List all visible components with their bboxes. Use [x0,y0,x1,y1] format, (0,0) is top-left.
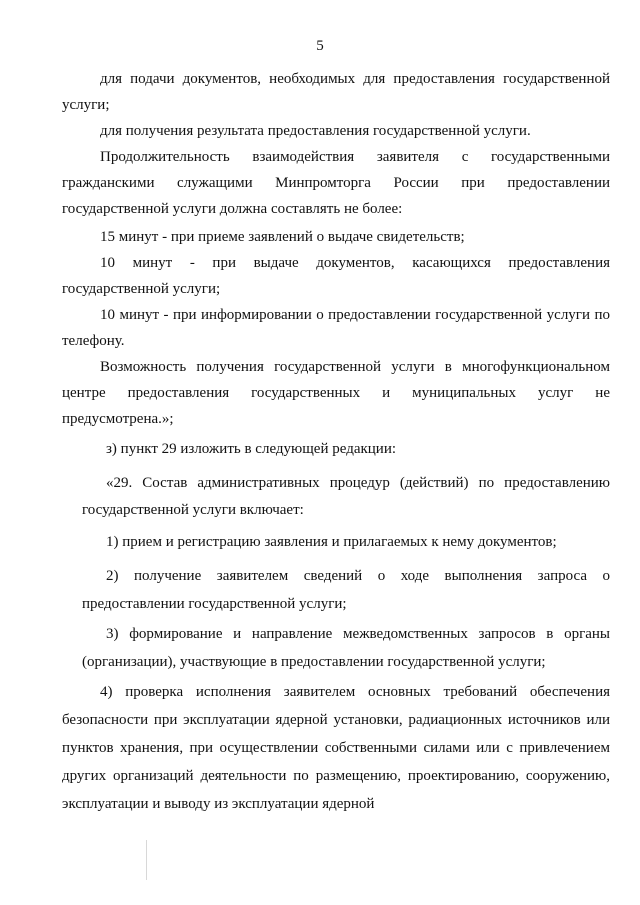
paragraph-duration: Продолжительность взаимодействия заявителя с государственными гражданскими служащими Минпромторга России при предоставлении государственной услуги должна составлять не более: [62,149,610,217]
paragraph-10-minutes-documents: 10 минут - при выдаче документов, касающихся предоставления государственной услуги; [62,255,610,297]
list-item-2: 2) получение заявителем сведений о ходе выполнения запроса о предоставлении государственной услуги; [82,568,610,612]
page-number: 5 [316,38,324,54]
paragraph-submission: для подачи документов, необходимых для предоставления государственной услуги; [62,71,610,113]
paragraph-10-minutes-phone: 10 минут - при информировании о предоставлении государственной услуги по телефону. [62,307,610,349]
paragraph-result: для получения результата предоставления государственной услуги. [100,123,531,139]
paragraph-item-29-amendment: з) пункт 29 изложить в следующей редакции: [106,441,397,457]
paragraph-mfc: Возможность получения государственной услуги в многофункциональном центре предоставления государственных и муниципальных услуг не предусмотрена.»; [62,359,610,427]
list-item-1: 1) прием и регистрацию заявления и прилагаемых к нему документов; [106,534,557,550]
paragraph-item-29-text: «29. Состав административных процедур (действий) по предоставлению государственной услуги включает: [82,475,610,518]
scan-mark [146,840,147,880]
paragraph-15-minutes: 15 минут - при приеме заявлений о выдаче свидетельств; [100,229,465,245]
list-item-4: 4) проверка исполнения заявителем основных требований обеспечения безопасности при эксплуатации ядерной установки, радиационных источников или пунктов хранения, при осуществлении собственными силами или с привлечением других организаций деятельности по размещению, проектированию, сооружению, эксплуатации и выводу из эксплуатации ядерной [62,684,610,812]
list-item-3: 3) формирование и направление межведомственных запросов в органы (организации), участвующие в предоставлении государственной услуги; [82,626,610,670]
